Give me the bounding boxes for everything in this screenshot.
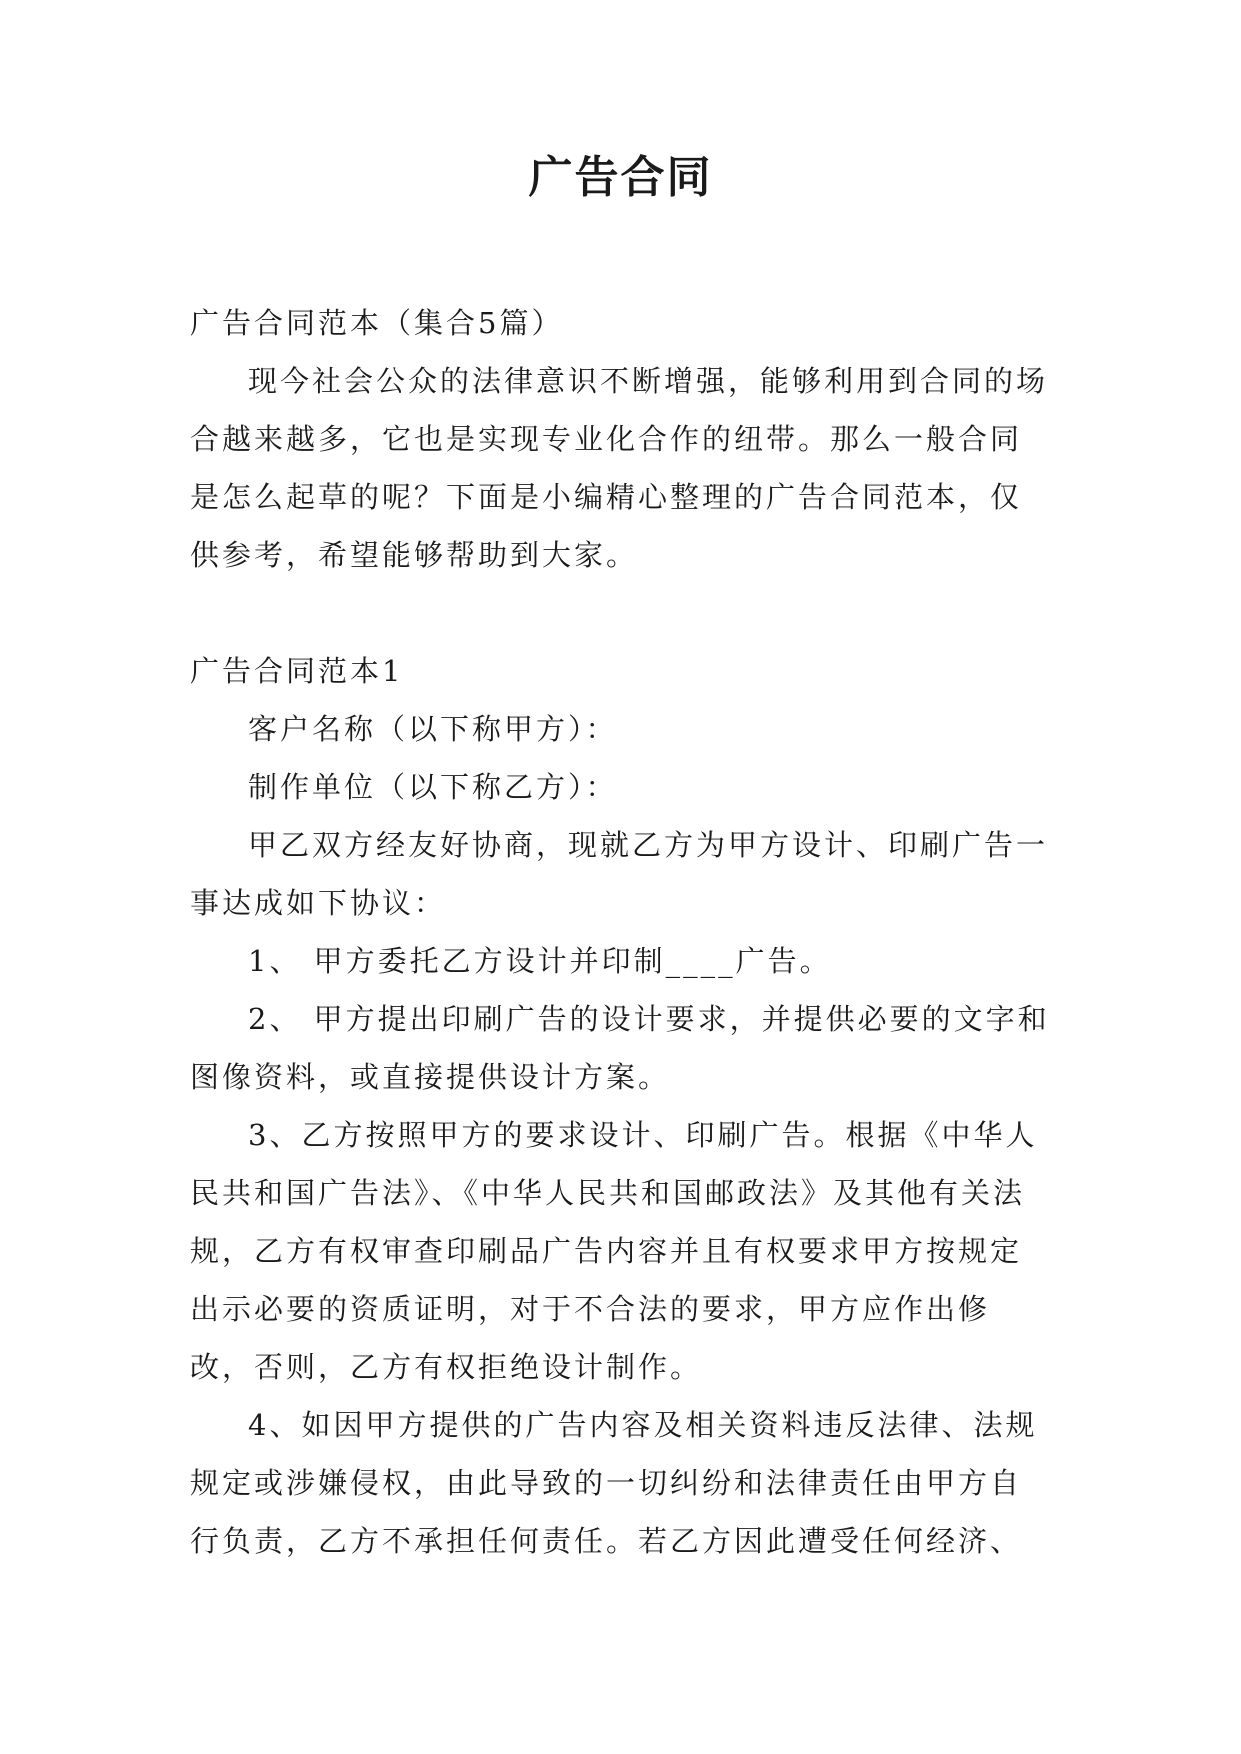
- sample1-heading: 广告合同范本1: [190, 654, 404, 688]
- collection-heading: 广告合同范本（集合5篇）: [190, 306, 564, 340]
- clause-3: 3、乙方按照甲方的要求设计、印刷广告。根据《中华人民共和国广告法》、《中华人民共和国邮政法》及其他有关法规，乙方有权审查印刷品广告内容并且有权要求甲方按规定出示必要的资质证明，对于不合法的要求，甲方应作出修改，否则，乙方有权拒绝设计制作。: [190, 1118, 1038, 1384]
- producer-line: 制作单位（以下称乙方）：: [248, 770, 618, 804]
- document-body: [190, 294, 1052, 1570]
- intro-paragraph: 现今社会公众的法律意识不断增强，能够利用到合同的场合越来越多，它也是实现专业化合作的纽带。那么一般合同是怎么起草的呢？下面是小编精心整理的广告合同范本，仅供参考，希望能够帮助到大家。: [190, 364, 1049, 572]
- agreement-intro: 甲乙双方经友好协商，现就乙方为甲方设计、印刷广告一事达成如下协议：: [190, 828, 1049, 920]
- section-spacer: [190, 584, 1052, 642]
- client-name-line: 客户名称（以下称甲方）：: [248, 712, 618, 746]
- document-title: 广告合同: [528, 152, 713, 203]
- clause-2: 2、 甲方提出印刷广告的设计要求，并提供必要的文字和图像资料，或直接提供设计方案。: [190, 1002, 1050, 1094]
- clause-4: 4、如因甲方提供的广告内容及相关资料违反法律、法规规定或涉嫌侵权，由此导致的一切纠纷和法律责任由甲方自行负责，乙方不承担任何责任。若乙方因此遭受任何经济、: [190, 1408, 1038, 1558]
- clause-1: 1、 甲方委托乙方设计并印制____广告。: [248, 944, 832, 978]
